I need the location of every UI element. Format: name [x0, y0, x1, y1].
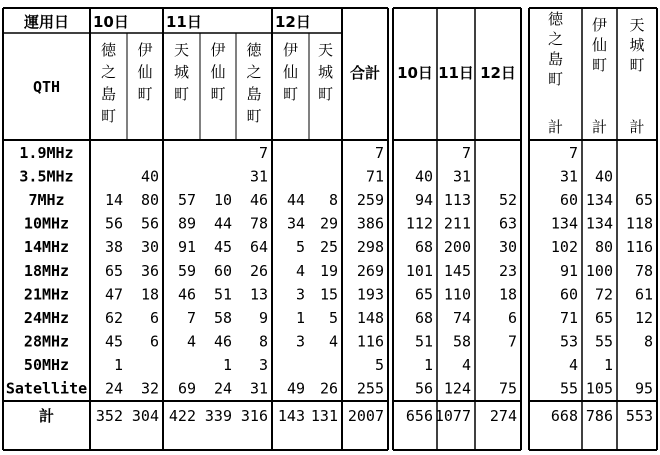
table-cell: 105 [585, 379, 613, 398]
town-header [210, 41, 225, 103]
table-cell: 100 [585, 261, 613, 280]
vertical-char: 町 [629, 56, 645, 74]
table-cell: 45 [213, 238, 232, 257]
day-header: 10日 [93, 13, 129, 31]
town-header [283, 41, 298, 103]
table-cell: 1 [423, 355, 433, 374]
table-cell: 46 [177, 285, 196, 304]
table-cell: 124 [443, 379, 471, 398]
vertical-char: 町 [282, 85, 299, 103]
vertical-char: 町 [246, 107, 262, 125]
table-cell: 65 [104, 261, 123, 280]
table-cell: 7 [461, 144, 471, 162]
table-cell: 51 [213, 285, 232, 304]
table-cell: 44 [213, 214, 232, 233]
table-cell: 44 [286, 191, 305, 210]
table-row [19, 168, 613, 186]
table-cell: 89 [177, 214, 196, 233]
table-cell: 68 [414, 238, 433, 257]
town-header [318, 41, 333, 103]
table-cell: 134 [585, 214, 613, 233]
table-cell: 14 [104, 191, 123, 210]
table-cell: 65 [594, 308, 613, 327]
vertical-char: 町 [210, 85, 226, 103]
vertical-char: 城 [317, 63, 334, 81]
table-cell: 6 [507, 308, 517, 327]
vertical-char: 町 [591, 56, 608, 74]
table-cell: 316 [240, 407, 268, 426]
table-row [24, 238, 653, 256]
table-cell: 304 [131, 407, 159, 426]
table-cell: 64 [249, 238, 268, 257]
town-header [174, 41, 189, 103]
day-total-header: 11日 [438, 64, 474, 82]
table-row [24, 356, 613, 374]
table-cell: 4 [186, 332, 196, 351]
band-label: 1.9MHz [19, 144, 74, 162]
table-cell: 26 [249, 261, 268, 280]
table-cell: 9 [258, 308, 268, 327]
table-cell: 40 [140, 167, 159, 186]
table-row [24, 285, 653, 303]
table-cell: 10 [213, 191, 232, 210]
table-row [24, 262, 653, 280]
table-cell: 75 [498, 379, 517, 398]
vertical-char: 天 [173, 41, 190, 59]
vertical-char: 町 [547, 70, 564, 88]
table-cell: 52 [498, 191, 517, 210]
table-cell: 110 [443, 285, 471, 304]
table-cell: 24 [104, 379, 123, 398]
table-cell: 36 [140, 261, 159, 280]
table-cell: 60 [559, 191, 578, 210]
vertical-char: 仙 [282, 63, 299, 81]
table-cell: 19 [319, 261, 338, 280]
table-cell: 78 [634, 261, 653, 280]
table-cell: 1 [222, 355, 232, 374]
table-cell: 8 [643, 332, 653, 351]
vertical-char: 徳 [100, 41, 117, 59]
table-cell: 255 [356, 379, 384, 398]
band-label: 14MHz [23, 238, 70, 257]
table-cell: 5 [374, 355, 384, 374]
table-row [19, 144, 578, 162]
table-cell: 1 [295, 308, 305, 327]
town-header [101, 41, 117, 125]
table-cell: 422 [168, 407, 196, 426]
table-cell: 3 [295, 285, 305, 304]
table-cell: 4 [568, 355, 578, 374]
day-header: 11日 [166, 13, 202, 31]
table-cell: 12 [634, 308, 653, 327]
table-cell: 65 [414, 285, 433, 304]
vertical-char: 町 [137, 85, 153, 103]
table-cell: 60 [213, 261, 232, 280]
band-label: 28MHz [23, 332, 70, 351]
table-cell: 80 [140, 191, 159, 210]
vertical-char: 伊 [137, 41, 153, 59]
table-cell: 46 [249, 191, 268, 210]
table-row [28, 191, 653, 209]
table-cell: 6 [149, 332, 159, 351]
table-cell: 31 [249, 379, 268, 398]
table-cell: 15 [319, 285, 338, 304]
table-cell: 18 [498, 285, 517, 304]
table-cell: 13 [249, 285, 268, 304]
table-cell: 57 [177, 191, 196, 210]
town-header [137, 41, 152, 103]
vertical-char: 島 [547, 50, 564, 68]
vertical-char: 伊 [210, 41, 226, 59]
table-cell: 3 [295, 332, 305, 351]
table-cell: 274 [489, 407, 517, 426]
vertical-char: 町 [100, 107, 117, 125]
vertical-char: 天 [629, 16, 645, 34]
table-cell: 7 [374, 144, 384, 162]
table-cell: 23 [498, 261, 517, 280]
table-cell: 112 [405, 214, 433, 233]
table-cell: 386 [356, 214, 384, 233]
table-cell: 18 [140, 285, 159, 304]
town-total-suffix: 計 [547, 118, 564, 136]
table-cell: 4 [328, 332, 338, 351]
table-row [24, 215, 653, 233]
table-cell: 7 [186, 308, 196, 327]
table-cell: 61 [634, 285, 653, 304]
table-row [24, 332, 653, 350]
total-row [39, 407, 653, 425]
vertical-char: 徳 [246, 41, 262, 59]
table-cell: 6 [149, 308, 159, 327]
table-cell: 4 [461, 355, 471, 374]
table-cell: 31 [249, 167, 268, 186]
band-label: 3.5MHz [19, 167, 74, 186]
table-cell: 8 [328, 191, 338, 210]
table-row [24, 309, 653, 327]
table-cell: 786 [585, 407, 613, 426]
table-cell: 5 [295, 238, 305, 257]
vertical-char: 之 [100, 63, 117, 81]
table-cell: 269 [356, 261, 384, 280]
table-cell: 134 [585, 191, 613, 210]
table-cell: 94 [414, 191, 433, 210]
table-cell: 24 [213, 379, 232, 398]
table-cell: 68 [414, 308, 433, 327]
table-cell: 211 [443, 214, 471, 233]
table-cell: 71 [365, 167, 384, 186]
table-cell: 116 [625, 238, 653, 257]
town-total-suffix: 計 [629, 118, 645, 136]
table-cell: 7 [258, 144, 268, 162]
table-cell: 25 [319, 238, 338, 257]
table-cell: 30 [140, 238, 159, 257]
table-cell: 38 [104, 238, 123, 257]
vertical-char: 仙 [591, 36, 608, 54]
vertical-char: 徳 [547, 10, 564, 28]
table-cell: 71 [559, 308, 578, 327]
table-cell: 143 [277, 407, 305, 426]
table-cell: 40 [414, 167, 433, 186]
table-cell: 53 [559, 332, 578, 351]
band-label: 18MHz [23, 261, 70, 280]
town-total-header [629, 16, 644, 74]
table-cell: 60 [559, 285, 578, 304]
band-label: 10MHz [23, 214, 70, 233]
table-cell: 101 [405, 261, 433, 280]
vertical-char: 之 [246, 63, 262, 81]
table-cell: 56 [104, 214, 123, 233]
table-cell: 58 [213, 308, 232, 327]
vertical-char: 仙 [210, 63, 226, 81]
table-cell: 74 [452, 308, 471, 327]
vertical-char: 島 [100, 85, 117, 103]
town-header [246, 41, 262, 125]
table-cell: 1 [113, 355, 123, 374]
table-cell: 7 [507, 332, 517, 351]
table-cell: 46 [213, 332, 232, 351]
town-total-suffix: 計 [591, 118, 608, 136]
table-cell: 145 [443, 261, 471, 280]
table-cell: 131 [310, 407, 338, 426]
table-cell: 2007 [347, 407, 384, 426]
table-cell: 193 [356, 285, 384, 304]
table-row [6, 380, 653, 398]
band-label: 24MHz [23, 308, 70, 327]
day-total-header: 12日 [480, 64, 516, 82]
table-cell: 352 [95, 407, 123, 426]
vertical-char: 伊 [591, 16, 608, 34]
table-cell: 4 [295, 261, 305, 280]
table-cell: 656 [405, 407, 433, 426]
table-cell: 55 [559, 379, 578, 398]
total-header: 合計 [349, 64, 381, 82]
band-label: 計 [38, 407, 55, 426]
vertical-char: 町 [317, 85, 334, 103]
table-cell: 8 [258, 332, 268, 351]
corner-label: 運用日 [23, 13, 70, 31]
table-cell: 95 [634, 379, 653, 398]
vertical-char: 城 [173, 63, 190, 81]
table-cell: 553 [625, 407, 653, 426]
table-cell: 668 [550, 407, 578, 426]
day-header: 12日 [275, 13, 311, 31]
table-cell: 148 [356, 308, 384, 327]
table-cell: 51 [414, 332, 433, 351]
vertical-char: 天 [317, 41, 334, 59]
band-label: 7MHz [28, 191, 65, 210]
table-cell: 134 [550, 214, 578, 233]
table-cell: 59 [177, 261, 196, 280]
table-cell: 31 [559, 167, 578, 186]
table-cell: 200 [443, 238, 471, 257]
table-cell: 7 [568, 144, 578, 162]
table-cell: 40 [594, 167, 613, 186]
vertical-char: 城 [629, 36, 645, 54]
table-cell: 29 [319, 214, 338, 233]
table-cell: 91 [559, 261, 578, 280]
table-cell: 32 [140, 379, 159, 398]
table-cell: 298 [356, 238, 384, 257]
table-cell: 47 [104, 285, 123, 304]
vertical-char: 仙 [137, 63, 153, 81]
band-label: Satellite [5, 379, 88, 398]
table-cell: 116 [356, 332, 384, 351]
table-cell: 65 [634, 191, 653, 210]
table-cell: 1077 [434, 407, 471, 426]
table-cell: 102 [550, 238, 578, 257]
table-cell: 80 [594, 238, 613, 257]
town-total-header [592, 16, 607, 74]
table-cell: 69 [177, 379, 196, 398]
day-total-header: 10日 [397, 64, 433, 82]
table-cell: 339 [204, 407, 232, 426]
table-cell: 72 [594, 285, 613, 304]
table-cell: 56 [140, 214, 159, 233]
table-cell: 26 [319, 379, 338, 398]
band-label: 50MHz [23, 355, 70, 374]
table-cell: 78 [249, 214, 268, 233]
table-cell: 1 [603, 355, 613, 374]
table-cell: 91 [177, 238, 196, 257]
table-cell: 5 [328, 308, 338, 327]
vertical-char: 島 [246, 85, 262, 103]
town-total-header [548, 10, 564, 88]
table-cell: 259 [356, 191, 384, 210]
table-cell: 113 [443, 191, 471, 210]
table-cell: 3 [258, 355, 268, 374]
table-cell: 56 [414, 379, 433, 398]
table-cell: 45 [104, 332, 123, 351]
table-cell: 30 [498, 238, 517, 257]
table-cell: 34 [286, 214, 305, 233]
band-label: 21MHz [23, 285, 70, 304]
vertical-char: 伊 [282, 41, 299, 59]
table-cell: 49 [286, 379, 305, 398]
table-cell: 118 [625, 214, 653, 233]
table-cell: 58 [452, 332, 471, 351]
qth-label: QTH [32, 78, 61, 96]
table-cell: 31 [452, 167, 471, 186]
table-cell: 62 [104, 308, 123, 327]
table-cell: 55 [594, 332, 613, 351]
table-cell: 63 [498, 214, 517, 233]
vertical-char: 之 [547, 30, 564, 48]
vertical-char: 町 [173, 85, 190, 103]
